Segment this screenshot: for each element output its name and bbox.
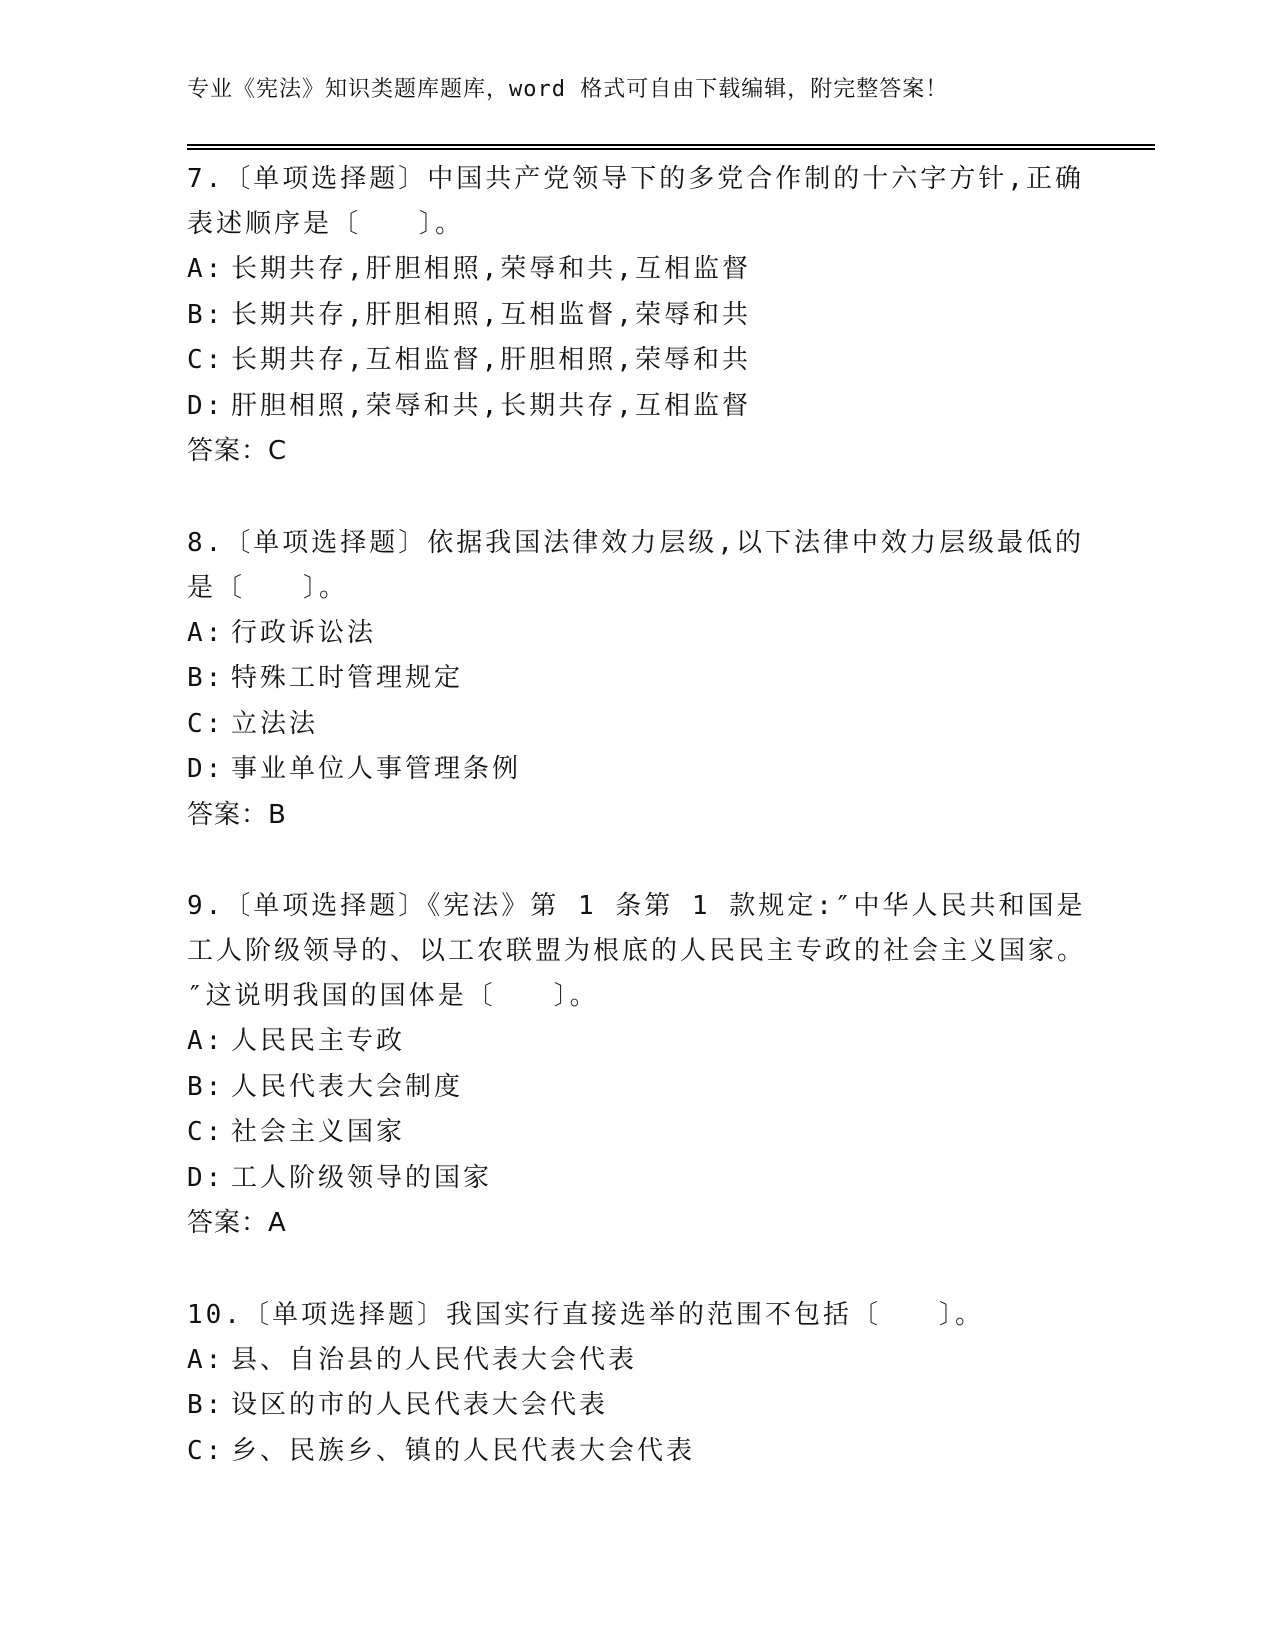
option-text: 工人阶级领导的国家 (231, 1162, 493, 1193)
option-text: 人民民主专政 (231, 1026, 406, 1056)
option-text: 社会主义国家 (231, 1117, 406, 1147)
question-8 (187, 521, 1087, 839)
option-key: B: (187, 1390, 225, 1420)
question-list (187, 157, 1087, 1520)
answer-line: 答案：B (187, 799, 287, 830)
option-text: 乡、民族乡、镇的人民代表大会代表 (231, 1435, 696, 1466)
option-key: C: (187, 345, 225, 375)
question-text: 10.〔单项选择题〕我国实行直接选举的范围不包括〔 〕。 (187, 1299, 984, 1330)
header-double-rule (187, 144, 1155, 150)
question-text: 9.〔单项选择题〕《宪法》第 1 条第 1 款规定:″中华人民共和国是工人阶级领导的、以工农联盟为根底的人民民主专政的社会主义国家。″这说明我国的国体是〔 〕。 (187, 891, 1087, 1011)
document-header: 专业《宪法》知识类题库题库，word 格式可自由下载编辑，附完整答案！ (187, 77, 949, 102)
option-b (187, 1383, 1087, 1429)
option-a (187, 247, 1087, 293)
option-key: A: (187, 254, 225, 284)
option-key: A: (187, 617, 225, 648)
option-c (187, 1429, 1087, 1475)
option-c (187, 1110, 1087, 1156)
answer-line: 答案：A (187, 1208, 287, 1238)
option-c (187, 702, 1087, 748)
question-7 (187, 157, 1087, 475)
option-text: 特殊工时管理规定 (231, 663, 464, 693)
option-key: D: (187, 1162, 225, 1193)
question-9 (187, 884, 1087, 1247)
option-a (187, 1338, 1087, 1384)
option-d (187, 1156, 1087, 1202)
option-d (187, 384, 1087, 430)
option-key: A: (187, 1344, 225, 1375)
option-a (187, 1019, 1087, 1065)
option-text: 县、自治县的人民代表大会代表 (231, 1344, 638, 1375)
option-key: D: (187, 754, 225, 784)
answer-line: 答案：C (187, 436, 288, 466)
option-key: D: (187, 390, 225, 421)
option-text: 长期共存,肝胆相照,荣辱和共,互相监督 (231, 254, 751, 284)
option-key: B: (187, 663, 225, 693)
option-key: A: (187, 1026, 225, 1056)
option-b (187, 293, 1087, 339)
option-c (187, 338, 1087, 384)
option-b (187, 656, 1087, 702)
option-d (187, 747, 1087, 793)
option-key: C: (187, 1435, 225, 1466)
option-key: B: (187, 1071, 225, 1102)
option-key: C: (187, 708, 225, 739)
option-a (187, 611, 1087, 657)
question-10 (187, 1293, 1087, 1475)
option-text: 肝胆相照,荣辱和共,长期共存,互相监督 (231, 390, 751, 421)
option-text: 立法法 (231, 708, 319, 739)
option-text: 长期共存,肝胆相照,互相监督,荣辱和共 (231, 299, 751, 330)
option-key: B: (187, 299, 225, 330)
option-text: 事业单位人事管理条例 (231, 754, 522, 784)
option-text: 人民代表大会制度 (231, 1071, 464, 1102)
option-text: 长期共存,互相监督,肝胆相照,荣辱和共 (231, 345, 751, 375)
option-key: C: (187, 1117, 225, 1147)
option-text: 行政诉讼法 (231, 617, 377, 648)
question-text: 7.〔单项选择题〕中国共产党领导下的多党合作制的十六字方针,正确表述顺序是〔 〕。 (187, 164, 1084, 239)
question-text: 8.〔单项选择题〕依据我国法律效力层级,以下法律中效力层级最低的是〔 〕。 (187, 527, 1084, 603)
option-b (187, 1065, 1087, 1111)
option-text: 设区的市的人民代表大会代表 (231, 1390, 609, 1420)
